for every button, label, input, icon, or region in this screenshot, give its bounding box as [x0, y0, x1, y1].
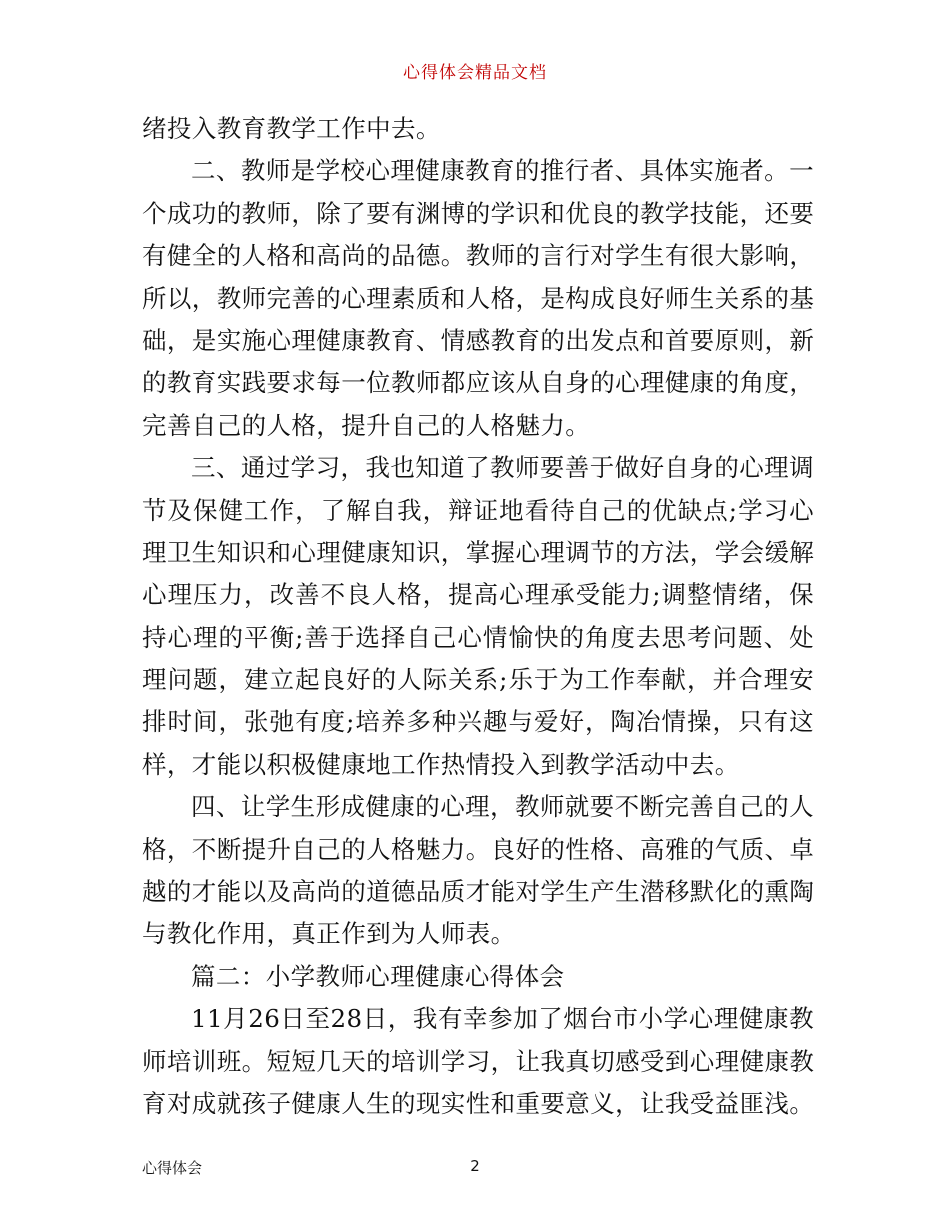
text-line: 11月26日至28日，我有幸参加了烟台市小学心理健康教 — [191, 1004, 814, 1034]
text-line: 越的才能以及高尚的道德品质才能对学生产生潜移默化的熏陶 — [142, 877, 814, 907]
page-number: 2 — [470, 1157, 480, 1175]
text-line: 四、让学生形成健康的心理，教师就要不断完善自己的人 — [191, 792, 814, 822]
text-line: 理问题，建立起良好的人际关系;乐于为工作奉献，并合理安 — [142, 665, 814, 695]
text-line: 的教育实践要求每一位教师都应该从自身的心理健康的角度， — [142, 368, 814, 398]
text-line: 所以，教师完善的心理素质和人格，是构成良好师生关系的基 — [142, 283, 814, 313]
text-line: 篇二：小学教师心理健康心得体会 — [191, 961, 565, 991]
text-line: 与教化作用，真正作到为人师表。 — [142, 919, 516, 949]
text-line: 础，是实施心理健康教育、情感教育的出发点和首要原则，新 — [142, 325, 814, 355]
page-header-title: 心得体会精品文档 — [403, 63, 547, 83]
text-line: 理卫生知识和心理健康知识，掌握心理调节的方法，学会缓解 — [142, 537, 814, 567]
text-line: 有健全的人格和高尚的品德。教师的言行对学生有很大影响， — [142, 241, 814, 271]
text-line: 完善自己的人格，提升自己的人格魅力。 — [142, 410, 591, 440]
text-line: 二、教师是学校心理健康教育的推行者、具体实施者。一 — [191, 156, 814, 186]
text-line: 育对成就孩子健康人生的现实性和重要意义，让我受益匪浅。 — [142, 1088, 814, 1118]
text-line: 三、通过学习，我也知道了教师要善于做好自身的心理调 — [191, 453, 814, 483]
text-line: 师培训班。短短几天的培训学习，让我真切感受到心理健康教 — [142, 1046, 814, 1076]
text-line: 节及保健工作，了解自我，辩证地看待自己的优缺点;学习心 — [142, 495, 814, 525]
text-line: 心理压力，改善不良人格，提高心理承受能力;调整情绪，保 — [142, 580, 814, 610]
text-line: 个成功的教师，除了要有渊博的学识和优良的教学技能，还要 — [142, 198, 814, 228]
text-line: 排时间，张弛有度;培养多种兴趣与爱好，陶冶情操，只有这 — [142, 707, 814, 737]
page-footer-label: 心得体会 — [142, 1159, 203, 1177]
text-line: 样，才能以积极健康地工作热情投入到教学活动中去。 — [142, 749, 740, 779]
document-body — [142, 108, 814, 1125]
text-line: 格，不断提升自己的人格魅力。良好的性格、高雅的气质、卓 — [142, 834, 814, 864]
text-line: 绪投入教育教学工作中去。 — [142, 114, 441, 143]
text-line: 持心理的平衡;善于选择自己心情愉快的角度去思考问题、处 — [142, 622, 814, 652]
